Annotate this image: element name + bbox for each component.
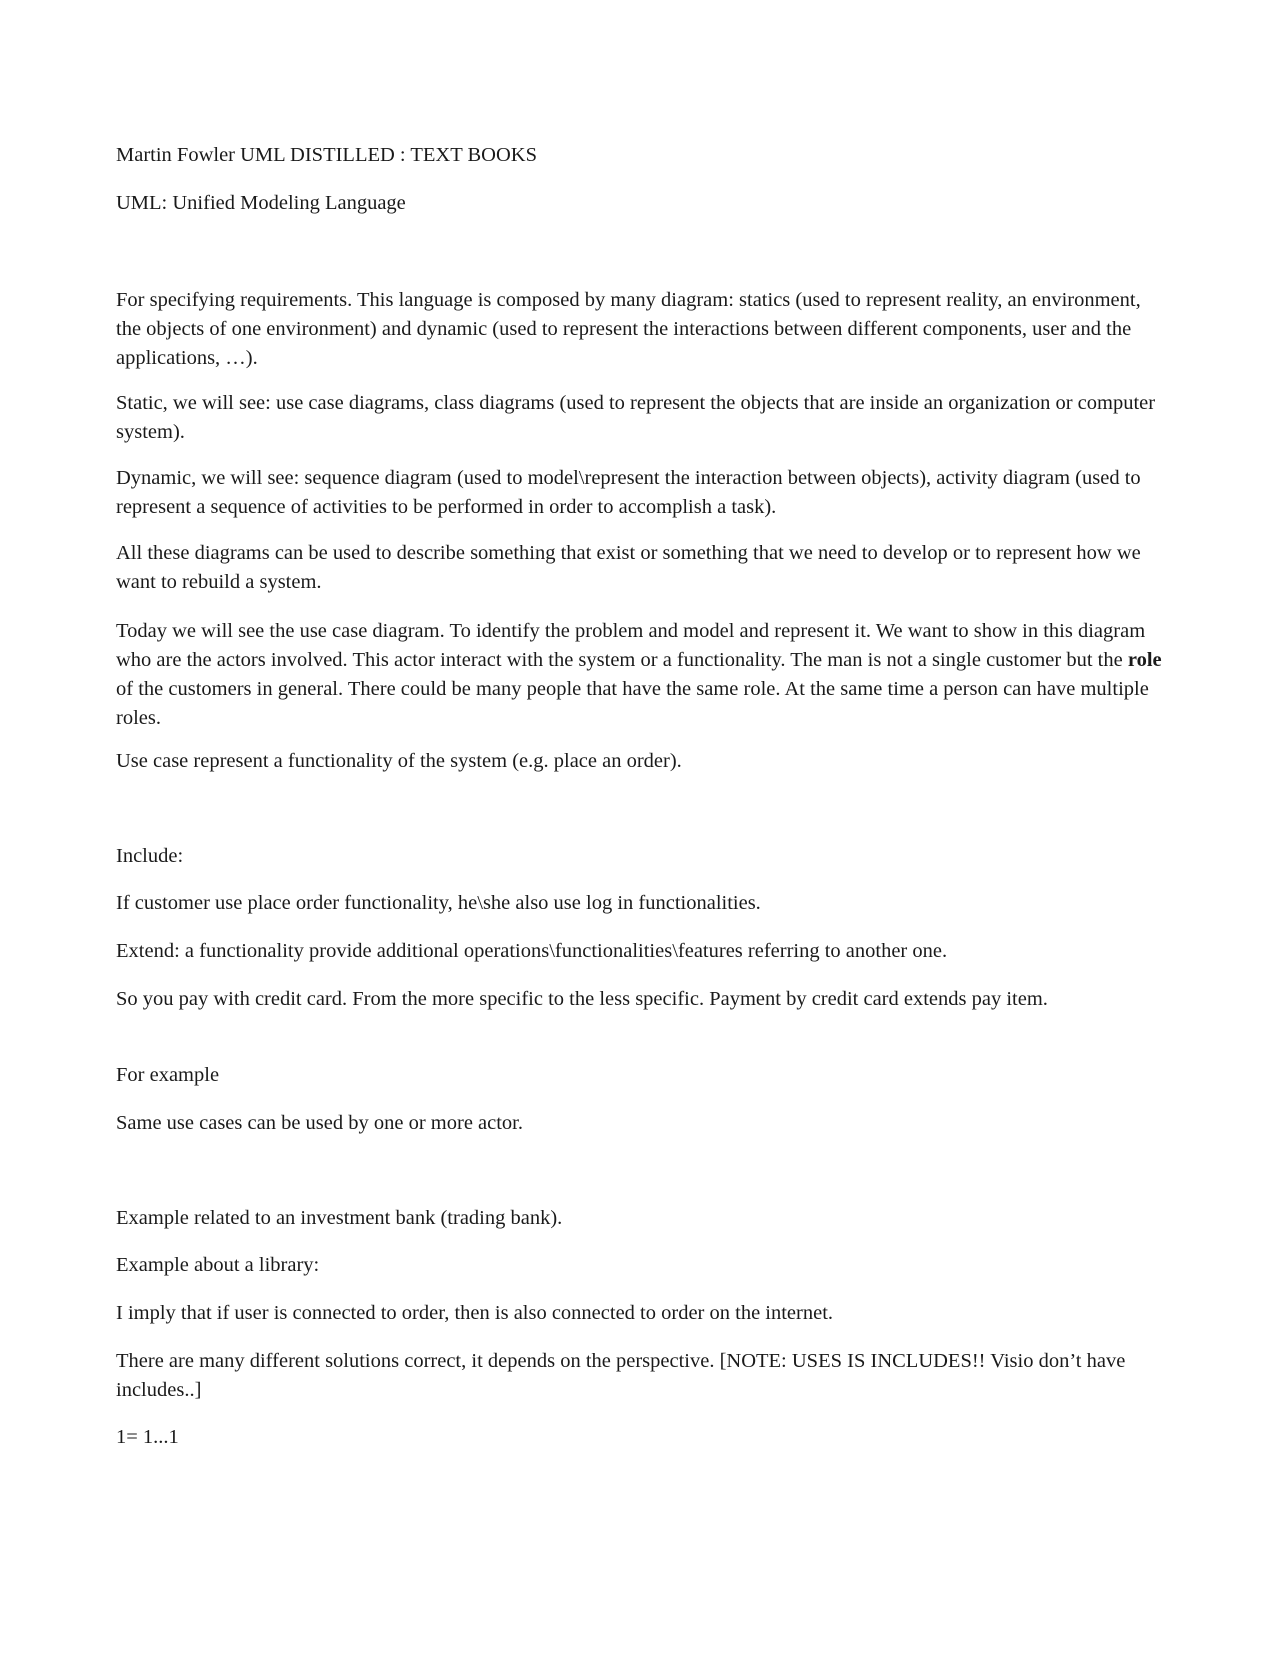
role-emphasis: role <box>1127 649 1162 671</box>
document-subtitle: UML: Unified Modeling Language <box>116 192 406 214</box>
paragraph-investment-bank: Example related to an investment bank (trading bank). <box>116 1207 563 1229</box>
paragraph-requirements: For specifying requirements. This language is composed by many diagram: statics (used to represent reality, an environment, the objects of one environment) and dynamic (used to represent the interactions between different components, user and the applications, …). <box>116 289 1141 369</box>
document-title: Martin Fowler UML DISTILLED : TEXT BOOKS <box>116 144 537 166</box>
paragraph-today-text-1: Today we will see the use case diagram. To identify the problem and model and represent it. We want to show in this diagram who are the actors involved. This actor interact with the system or a functionality. The man is not a single customer but the <box>116 620 1146 671</box>
paragraph-solutions: There are many different solutions correct, it depends on the perspective. [NOTE: USES IS INCLUDES!! Visio don’t have includes..] <box>116 1350 1126 1401</box>
paragraph-credit-card: So you pay with credit card. From the more specific to the less specific. Payment by credit card extends pay item. <box>116 988 1048 1010</box>
paragraph-use-case: Use case represent a functionality of the system (e.g. place an order). <box>116 750 682 772</box>
paragraph-static: Static, we will see: use case diagrams, class diagrams (used to represent the objects that are inside an organization or computer system). <box>116 392 1156 443</box>
paragraph-same-use-cases: Same use cases can be used by one or more actor. <box>116 1112 524 1134</box>
paragraph-today <box>116 617 1162 733</box>
paragraph-for-example: For example <box>116 1064 220 1086</box>
paragraph-extend: Extend: a functionality provide additional operations\functionalities\features referring to another one. <box>116 940 948 962</box>
paragraph-imply: I imply that if user is connected to order, then is also connected to order on the internet. <box>116 1302 834 1324</box>
paragraph-if-customer: If customer use place order functionality, he\she also use log in functionalities. <box>116 892 761 914</box>
paragraph-library: Example about a library: <box>116 1254 320 1276</box>
paragraph-today-text-2: of the customers in general. There could be many people that have the same role. At the same time a person can have multiple roles. <box>116 678 1149 729</box>
paragraph-dynamic: Dynamic, we will see: sequence diagram (used to model\represent the interaction between objects), activity diagram (used to represent a sequence of activities to be performed in order to accomplish a task). <box>116 467 1141 518</box>
paragraph-multiplicity: 1= 1...1 <box>116 1426 179 1448</box>
paragraph-all-diagrams: All these diagrams can be used to describe something that exist or something that we need to develop or to represent how we want to rebuild a system. <box>116 542 1141 593</box>
paragraph-include: Include: <box>116 845 184 867</box>
